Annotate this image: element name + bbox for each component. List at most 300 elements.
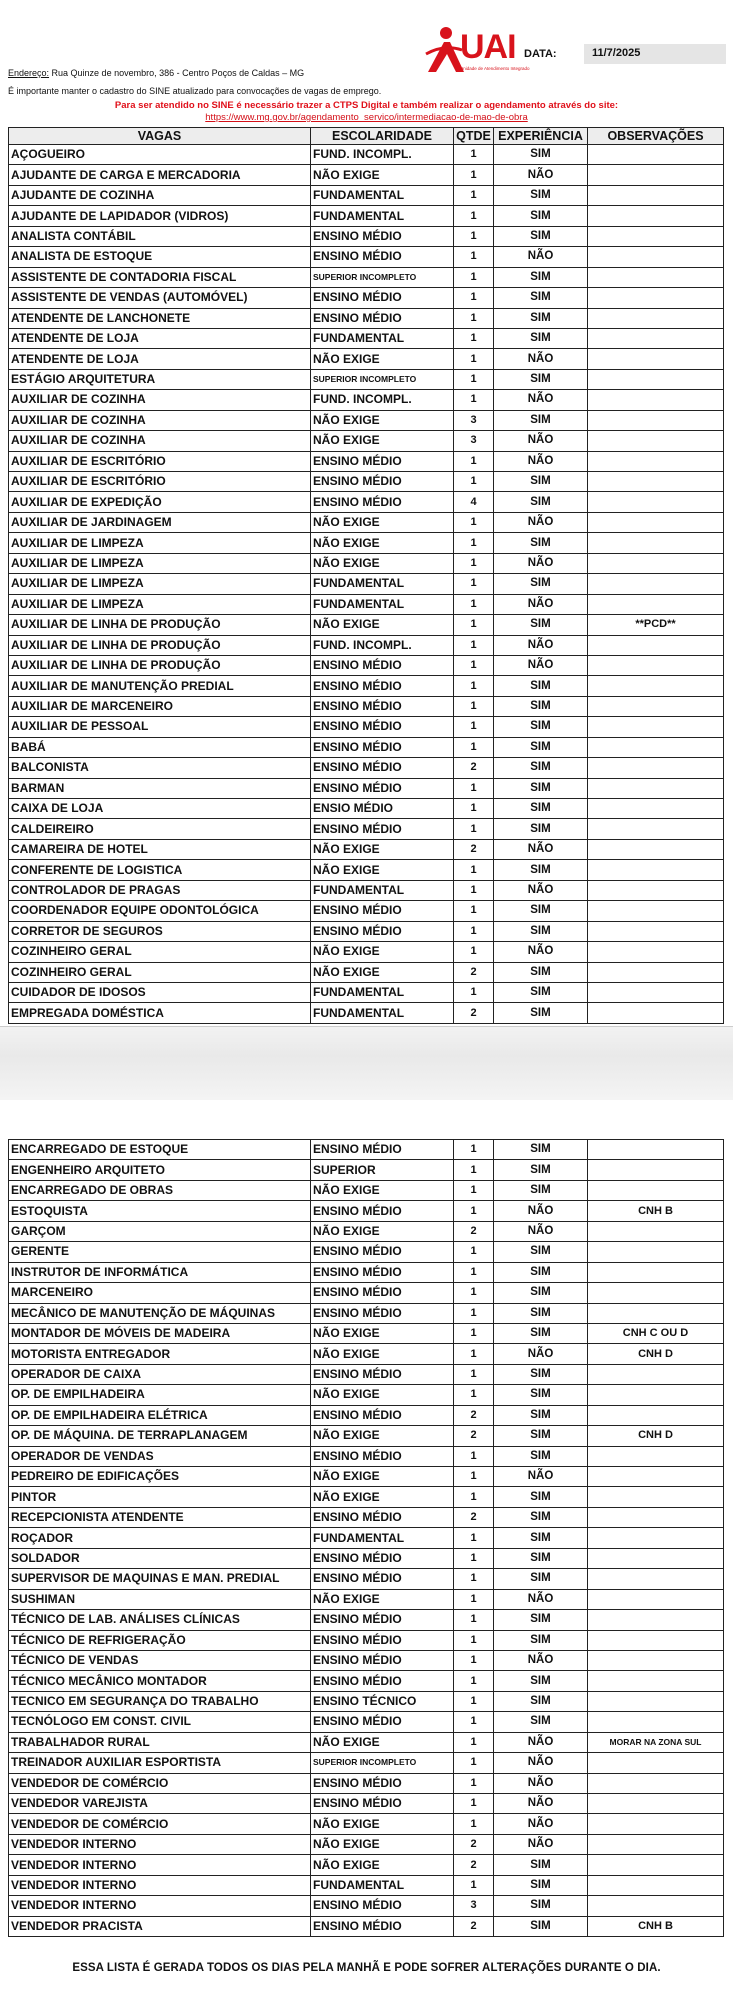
cell-experiencia: SIM: [494, 860, 588, 880]
cell-observacoes: [588, 962, 724, 982]
cell-qtde: 1: [454, 1814, 494, 1834]
table-row: [9, 1589, 724, 1609]
cell-qtde: 1: [454, 635, 494, 655]
cell-experiencia: SIM: [494, 1548, 588, 1568]
table-row: [9, 1916, 724, 1936]
cell-observacoes: [588, 1303, 724, 1323]
date-value: 11/7/2025: [584, 44, 726, 64]
address-label: Endereço:: [8, 68, 50, 78]
cell-escolaridade: FUNDAMENTAL: [311, 1003, 454, 1023]
cell-experiencia: SIM: [494, 369, 588, 389]
cell-observacoes: [588, 1569, 724, 1589]
cell-qtde: 1: [454, 1323, 494, 1343]
cell-observacoes: [588, 1446, 724, 1466]
cell-escolaridade: NÃO EXIGE: [311, 942, 454, 962]
cell-experiencia: SIM: [494, 1507, 588, 1527]
table-row: [9, 1855, 724, 1875]
cell-escolaridade: FUND. INCOMPL.: [311, 390, 454, 410]
cell-qtde: 1: [454, 1160, 494, 1180]
cell-escolaridade: ENSINO MÉDIO: [311, 1610, 454, 1630]
cell-experiencia: SIM: [494, 1140, 588, 1160]
cell-vaga: VENDEDOR INTERNO: [9, 1875, 311, 1895]
cell-qtde: 1: [454, 1712, 494, 1732]
cell-vaga: AUXILIAR DE LINHA DE PRODUÇÃO: [9, 655, 311, 675]
cell-experiencia: NÃO: [494, 390, 588, 410]
table-row: [9, 942, 724, 962]
table-row: [9, 1691, 724, 1711]
cell-escolaridade: NÃO EXIGE: [311, 431, 454, 451]
cell-observacoes: [588, 369, 724, 389]
cell-escolaridade: SUPERIOR INCOMPLETO: [311, 1753, 454, 1773]
cell-qtde: 1: [454, 328, 494, 348]
cell-qtde: 1: [454, 901, 494, 921]
cell-vaga: MARCENEIRO: [9, 1283, 311, 1303]
cell-observacoes: [588, 431, 724, 451]
cell-qtde: 1: [454, 369, 494, 389]
cell-observacoes: [588, 553, 724, 573]
cell-escolaridade: NÃO EXIGE: [311, 165, 454, 185]
cell-observacoes: [588, 533, 724, 553]
cell-qtde: 4: [454, 492, 494, 512]
cell-vaga: TÉCNICO MECÂNICO MONTADOR: [9, 1671, 311, 1691]
cell-experiencia: SIM: [494, 1671, 588, 1691]
cell-experiencia: SIM: [494, 1875, 588, 1895]
cell-escolaridade: ENSINO MÉDIO: [311, 1630, 454, 1650]
cell-qtde: 2: [454, 1916, 494, 1936]
table-row: [9, 594, 724, 614]
cell-observacoes: CNH B: [588, 1201, 724, 1221]
footer-note: ESSA LISTA É GERADA TODOS OS DIAS PELA MANHÃ E PODE SOFRER ALTERAÇÕES DURANTE O DIA.: [72, 1962, 661, 1974]
cell-escolaridade: NÃO EXIGE: [311, 1385, 454, 1405]
cell-escolaridade: FUNDAMENTAL: [311, 594, 454, 614]
cell-vaga: AJUDANTE DE COZINHA: [9, 185, 311, 205]
cell-vaga: ATENDENTE DE LANCHONETE: [9, 308, 311, 328]
cell-vaga: AUXILIAR DE LINHA DE PRODUÇÃO: [9, 615, 311, 635]
cell-experiencia: SIM: [494, 185, 588, 205]
cell-observacoes: [588, 1650, 724, 1670]
cell-experiencia: SIM: [494, 1242, 588, 1262]
table-row: [9, 288, 724, 308]
cell-qtde: 2: [454, 962, 494, 982]
cell-observacoes: [588, 1834, 724, 1854]
cell-observacoes: [588, 655, 724, 675]
cell-experiencia: NÃO: [494, 1589, 588, 1609]
cell-vaga: ENGENHEIRO ARQUITETO: [9, 1160, 311, 1180]
cell-observacoes: [588, 1630, 724, 1650]
cell-escolaridade: ENSINO MÉDIO: [311, 1446, 454, 1466]
cell-observacoes: [588, 1385, 724, 1405]
table-row: [9, 533, 724, 553]
table-row: [9, 1712, 724, 1732]
cell-observacoes: [588, 390, 724, 410]
cell-vaga: AUXILIAR DE LIMPEZA: [9, 533, 311, 553]
cell-qtde: 1: [454, 145, 494, 165]
cell-experiencia: SIM: [494, 206, 588, 226]
table-row: [9, 1242, 724, 1262]
cell-experiencia: SIM: [494, 1528, 588, 1548]
cell-escolaridade: FUNDAMENTAL: [311, 574, 454, 594]
cell-experiencia: SIM: [494, 492, 588, 512]
cell-qtde: 3: [454, 410, 494, 430]
cell-qtde: 1: [454, 226, 494, 246]
cell-observacoes: [588, 921, 724, 941]
cell-vaga: SOLDADOR: [9, 1548, 311, 1568]
cell-escolaridade: ENSINO TÉCNICO: [311, 1691, 454, 1711]
cell-vaga: VENDEDOR VAREJISTA: [9, 1794, 311, 1814]
cell-escolaridade: NÃO EXIGE: [311, 1589, 454, 1609]
cell-vaga: AJUDANTE DE LAPIDADOR (VIDROS): [9, 206, 311, 226]
cell-vaga: RECEPCIONISTA ATENDENTE: [9, 1507, 311, 1527]
cell-vaga: VENDEDOR INTERNO: [9, 1834, 311, 1854]
cell-vaga: BABÁ: [9, 737, 311, 757]
cell-escolaridade: ENSINO MÉDIO: [311, 819, 454, 839]
cell-vaga: MOTORISTA ENTREGADOR: [9, 1344, 311, 1364]
cell-qtde: 1: [454, 247, 494, 267]
cell-escolaridade: FUND. INCOMPL.: [311, 635, 454, 655]
cell-escolaridade: ENSINO MÉDIO: [311, 472, 454, 492]
cell-observacoes: [588, 1283, 724, 1303]
cell-escolaridade: NÃO EXIGE: [311, 512, 454, 532]
cell-qtde: 1: [454, 1794, 494, 1814]
table-row: [9, 472, 724, 492]
cell-vaga: OP. DE EMPILHADEIRA ELÉTRICA: [9, 1405, 311, 1425]
cell-vaga: AUXILIAR DE JARDINAGEM: [9, 512, 311, 532]
cell-observacoes: [588, 901, 724, 921]
cell-escolaridade: ENSINO MÉDIO: [311, 451, 454, 471]
cell-escolaridade: ENSINO MÉDIO: [311, 1671, 454, 1691]
cell-observacoes: [588, 288, 724, 308]
cell-escolaridade: NÃO EXIGE: [311, 1180, 454, 1200]
cell-experiencia: SIM: [494, 758, 588, 778]
cell-escolaridade: NÃO EXIGE: [311, 410, 454, 430]
cell-escolaridade: SUPERIOR INCOMPLETO: [311, 369, 454, 389]
cell-escolaridade: NÃO EXIGE: [311, 349, 454, 369]
cell-experiencia: SIM: [494, 308, 588, 328]
table-row: [9, 1426, 724, 1446]
cell-experiencia: SIM: [494, 1003, 588, 1023]
cell-escolaridade: ENSINO MÉDIO: [311, 758, 454, 778]
cell-escolaridade: ENSINO MÉDIO: [311, 1262, 454, 1282]
table-row: [9, 1548, 724, 1568]
cell-vaga: ENCARREGADO DE OBRAS: [9, 1180, 311, 1200]
cell-experiencia: SIM: [494, 1487, 588, 1507]
cell-experiencia: NÃO: [494, 349, 588, 369]
table-row: [9, 308, 724, 328]
cell-qtde: 1: [454, 553, 494, 573]
cell-vaga: COZINHEIRO GERAL: [9, 962, 311, 982]
cell-escolaridade: ENSINO MÉDIO: [311, 921, 454, 941]
cell-escolaridade: FUNDAMENTAL: [311, 206, 454, 226]
cell-observacoes: [588, 165, 724, 185]
cell-observacoes: [588, 1814, 724, 1834]
cell-observacoes: [588, 717, 724, 737]
cell-vaga: VENDEDOR DE COMÉRCIO: [9, 1773, 311, 1793]
cell-experiencia: SIM: [494, 1426, 588, 1446]
cell-vaga: OP. DE EMPILHADEIRA: [9, 1385, 311, 1405]
cell-experiencia: SIM: [494, 778, 588, 798]
cell-experiencia: NÃO: [494, 1467, 588, 1487]
cell-observacoes: [588, 1753, 724, 1773]
cell-observacoes: [588, 1610, 724, 1630]
table-row: [9, 247, 724, 267]
cell-experiencia: SIM: [494, 799, 588, 819]
cell-experiencia: SIM: [494, 267, 588, 287]
cell-qtde: 1: [454, 1569, 494, 1589]
cell-experiencia: SIM: [494, 717, 588, 737]
cell-experiencia: NÃO: [494, 1834, 588, 1854]
cell-observacoes: MORAR NA ZONA SUL: [588, 1732, 724, 1752]
cell-escolaridade: ENSINO MÉDIO: [311, 1364, 454, 1384]
table-row: [9, 1896, 724, 1916]
cell-vaga: SUPERVISOR DE MAQUINAS E MAN. PREDIAL: [9, 1569, 311, 1589]
cell-experiencia: SIM: [494, 410, 588, 430]
cell-qtde: 1: [454, 1467, 494, 1487]
cell-qtde: 2: [454, 758, 494, 778]
table-row: [9, 1814, 724, 1834]
registration-note: É importante manter o cadastro do SINE atualizado para convocações de vagas de emprego.: [8, 86, 382, 96]
cell-observacoes: [588, 145, 724, 165]
table-row: [9, 1344, 724, 1364]
cell-observacoes: [588, 226, 724, 246]
cell-qtde: 1: [454, 349, 494, 369]
cell-experiencia: SIM: [494, 962, 588, 982]
cell-escolaridade: NÃO EXIGE: [311, 860, 454, 880]
cell-vaga: BARMAN: [9, 778, 311, 798]
cell-experiencia: SIM: [494, 226, 588, 246]
cell-experiencia: SIM: [494, 737, 588, 757]
cell-experiencia: SIM: [494, 472, 588, 492]
cell-experiencia: SIM: [494, 1712, 588, 1732]
cell-qtde: 2: [454, 1834, 494, 1854]
cell-vaga: TECNÓLOGO EM CONST. CIVIL: [9, 1712, 311, 1732]
cell-experiencia: NÃO: [494, 655, 588, 675]
cell-escolaridade: FUNDAMENTAL: [311, 982, 454, 1002]
cell-qtde: 1: [454, 1773, 494, 1793]
cell-escolaridade: ENSINO MÉDIO: [311, 717, 454, 737]
scheduling-link[interactable]: https://www.mg.gov.br/agendamento_servico/intermediacao-de-mao-de-obra: [205, 112, 528, 122]
cell-vaga: BALCONISTA: [9, 758, 311, 778]
table-row: [9, 1569, 724, 1589]
cell-escolaridade: SUPERIOR INCOMPLETO: [311, 267, 454, 287]
table-row: [9, 512, 724, 532]
cell-qtde: 1: [454, 1262, 494, 1282]
cell-vaga: AUXILIAR DE ESCRITÓRIO: [9, 451, 311, 471]
cell-qtde: 1: [454, 390, 494, 410]
cell-vaga: SUSHIMAN: [9, 1589, 311, 1609]
cell-observacoes: [588, 1794, 724, 1814]
cell-qtde: 1: [454, 778, 494, 798]
cell-qtde: 1: [454, 1201, 494, 1221]
cell-observacoes: [588, 1773, 724, 1793]
table-row: [9, 839, 724, 859]
cell-qtde: 1: [454, 982, 494, 1002]
cell-vaga: AUXILIAR DE ESCRITÓRIO: [9, 472, 311, 492]
cell-vaga: CALDEIREIRO: [9, 819, 311, 839]
cell-qtde: 1: [454, 1283, 494, 1303]
cell-observacoes: [588, 1467, 724, 1487]
cell-experiencia: NÃO: [494, 247, 588, 267]
cell-experiencia: NÃO: [494, 1794, 588, 1814]
table-row: [9, 860, 724, 880]
cell-vaga: PEDREIRO DE EDIFICAÇÕES: [9, 1467, 311, 1487]
logo-text: UAI: [460, 28, 516, 66]
table-row: [9, 676, 724, 696]
cell-escolaridade: NÃO EXIGE: [311, 1834, 454, 1854]
cell-observacoes: [588, 492, 724, 512]
table-row: [9, 1201, 724, 1221]
cell-qtde: 1: [454, 288, 494, 308]
cell-qtde: 1: [454, 1364, 494, 1384]
cell-vaga: CONTROLADOR DE PRAGAS: [9, 880, 311, 900]
cell-escolaridade: NÃO EXIGE: [311, 1323, 454, 1343]
cell-observacoes: [588, 860, 724, 880]
cell-observacoes: [588, 778, 724, 798]
table-row: [9, 1385, 724, 1405]
cell-experiencia: SIM: [494, 676, 588, 696]
cell-observacoes: [588, 594, 724, 614]
cell-qtde: 1: [454, 880, 494, 900]
uai-logo: [424, 24, 530, 76]
cell-observacoes: [588, 1487, 724, 1507]
cell-escolaridade: ENSINO MÉDIO: [311, 1140, 454, 1160]
table-row: [9, 349, 724, 369]
cell-experiencia: NÃO: [494, 1732, 588, 1752]
cell-qtde: 1: [454, 737, 494, 757]
vacancies-table-page-2: [8, 1139, 724, 1937]
cell-observacoes: [588, 247, 724, 267]
cell-qtde: 1: [454, 1344, 494, 1364]
cell-escolaridade: ENSINO MÉDIO: [311, 1405, 454, 1425]
table-row: [9, 982, 724, 1002]
cell-experiencia: NÃO: [494, 594, 588, 614]
cell-experiencia: SIM: [494, 1160, 588, 1180]
cell-escolaridade: ENSINO MÉDIO: [311, 1548, 454, 1568]
table-row: [9, 553, 724, 573]
cell-vaga: TRABALHADOR RURAL: [9, 1732, 311, 1752]
person-figure-icon: [424, 24, 464, 76]
cell-vaga: TÉCNICO DE LAB. ANÁLISES CLÍNICAS: [9, 1610, 311, 1630]
cell-qtde: 1: [454, 1242, 494, 1262]
cell-observacoes: [588, 1160, 724, 1180]
cell-experiencia: NÃO: [494, 512, 588, 532]
cell-vaga: TREINADOR AUXILIAR ESPORTISTA: [9, 1753, 311, 1773]
cell-qtde: 1: [454, 676, 494, 696]
table-row: [9, 1650, 724, 1670]
cell-escolaridade: ENSINO MÉDIO: [311, 901, 454, 921]
cell-observacoes: [588, 1896, 724, 1916]
table-row: [9, 758, 724, 778]
cell-escolaridade: NÃO EXIGE: [311, 533, 454, 553]
cell-vaga: AJUDANTE DE CARGA E MERCADORIA: [9, 165, 311, 185]
cell-qtde: 1: [454, 1548, 494, 1568]
cell-vaga: ASSISTENTE DE CONTADORIA FISCAL: [9, 267, 311, 287]
cell-qtde: 1: [454, 1671, 494, 1691]
cell-experiencia: SIM: [494, 1569, 588, 1589]
cell-observacoes: [588, 1548, 724, 1568]
cell-experiencia: NÃO: [494, 839, 588, 859]
cell-experiencia: SIM: [494, 696, 588, 716]
cell-vaga: AUXILIAR DE LIMPEZA: [9, 594, 311, 614]
cell-vaga: AÇOGUEIRO: [9, 145, 311, 165]
cell-escolaridade: NÃO EXIGE: [311, 1426, 454, 1446]
cell-escolaridade: ENSINO MÉDIO: [311, 1242, 454, 1262]
cell-vaga: ANALISTA DE ESTOQUE: [9, 247, 311, 267]
cell-vaga: AUXILIAR DE LINHA DE PRODUÇÃO: [9, 635, 311, 655]
cell-vaga: COORDENADOR EQUIPE ODONTOLÓGICA: [9, 901, 311, 921]
cell-vaga: ENCARREGADO DE ESTOQUE: [9, 1140, 311, 1160]
table-row: [9, 615, 724, 635]
table-row: [9, 328, 724, 348]
cell-experiencia: SIM: [494, 819, 588, 839]
cell-qtde: 3: [454, 1896, 494, 1916]
cell-qtde: 1: [454, 1140, 494, 1160]
cell-qtde: 1: [454, 1528, 494, 1548]
cell-qtde: 2: [454, 1221, 494, 1241]
cell-observacoes: [588, 1221, 724, 1241]
cell-vaga: EMPREGADA DOMÉSTICA: [9, 1003, 311, 1023]
cell-escolaridade: ENSINO MÉDIO: [311, 1201, 454, 1221]
cell-experiencia: SIM: [494, 921, 588, 941]
cell-qtde: 2: [454, 1507, 494, 1527]
cell-observacoes: [588, 512, 724, 532]
cell-escolaridade: ENSIO MÉDIO: [311, 799, 454, 819]
cell-observacoes: [588, 1528, 724, 1548]
cell-observacoes: [588, 737, 724, 757]
address-value: Rua Quinze de novembro, 386 - Centro Poços de Caldas – MG: [49, 68, 305, 78]
cell-experiencia: SIM: [494, 574, 588, 594]
cell-escolaridade: NÃO EXIGE: [311, 1487, 454, 1507]
cell-qtde: 2: [454, 1405, 494, 1425]
table-row: [9, 1303, 724, 1323]
cell-experiencia: NÃO: [494, 942, 588, 962]
cell-observacoes: [588, 696, 724, 716]
cell-vaga: VENDEDOR DE COMÉRCIO: [9, 1814, 311, 1834]
table-row: [9, 655, 724, 675]
cell-observacoes: [588, 982, 724, 1002]
column-header-experiencia: EXPERIÊNCIA: [494, 128, 588, 145]
table-row: [9, 185, 724, 205]
cell-vaga: ATENDENTE DE LOJA: [9, 328, 311, 348]
cell-qtde: 1: [454, 185, 494, 205]
cell-observacoes: [588, 880, 724, 900]
cell-escolaridade: ENSINO MÉDIO: [311, 1773, 454, 1793]
cell-escolaridade: ENSINO MÉDIO: [311, 308, 454, 328]
cell-experiencia: SIM: [494, 1446, 588, 1466]
cell-experiencia: SIM: [494, 1323, 588, 1343]
cell-observacoes: **PCD**: [588, 615, 724, 635]
cell-observacoes: [588, 308, 724, 328]
cell-escolaridade: ENSINO MÉDIO: [311, 492, 454, 512]
cell-qtde: 1: [454, 512, 494, 532]
cell-experiencia: SIM: [494, 1283, 588, 1303]
cell-observacoes: [588, 1712, 724, 1732]
vacancies-table-page-1: [8, 127, 724, 1024]
cell-observacoes: [588, 1262, 724, 1282]
table-row: [9, 267, 724, 287]
cell-experiencia: SIM: [494, 1262, 588, 1282]
cell-escolaridade: FUNDAMENTAL: [311, 880, 454, 900]
cell-experiencia: SIM: [494, 1896, 588, 1916]
cell-qtde: 1: [454, 696, 494, 716]
cell-qtde: 1: [454, 717, 494, 737]
cell-qtde: 1: [454, 1385, 494, 1405]
table-row: [9, 1732, 724, 1752]
table-row: [9, 921, 724, 941]
cell-observacoes: [588, 410, 724, 430]
cell-escolaridade: ENSINO MÉDIO: [311, 696, 454, 716]
cell-vaga: AUXILIAR DE COZINHA: [9, 410, 311, 430]
cell-vaga: MECÂNICO DE MANUTENÇÃO DE MÁQUINAS: [9, 1303, 311, 1323]
